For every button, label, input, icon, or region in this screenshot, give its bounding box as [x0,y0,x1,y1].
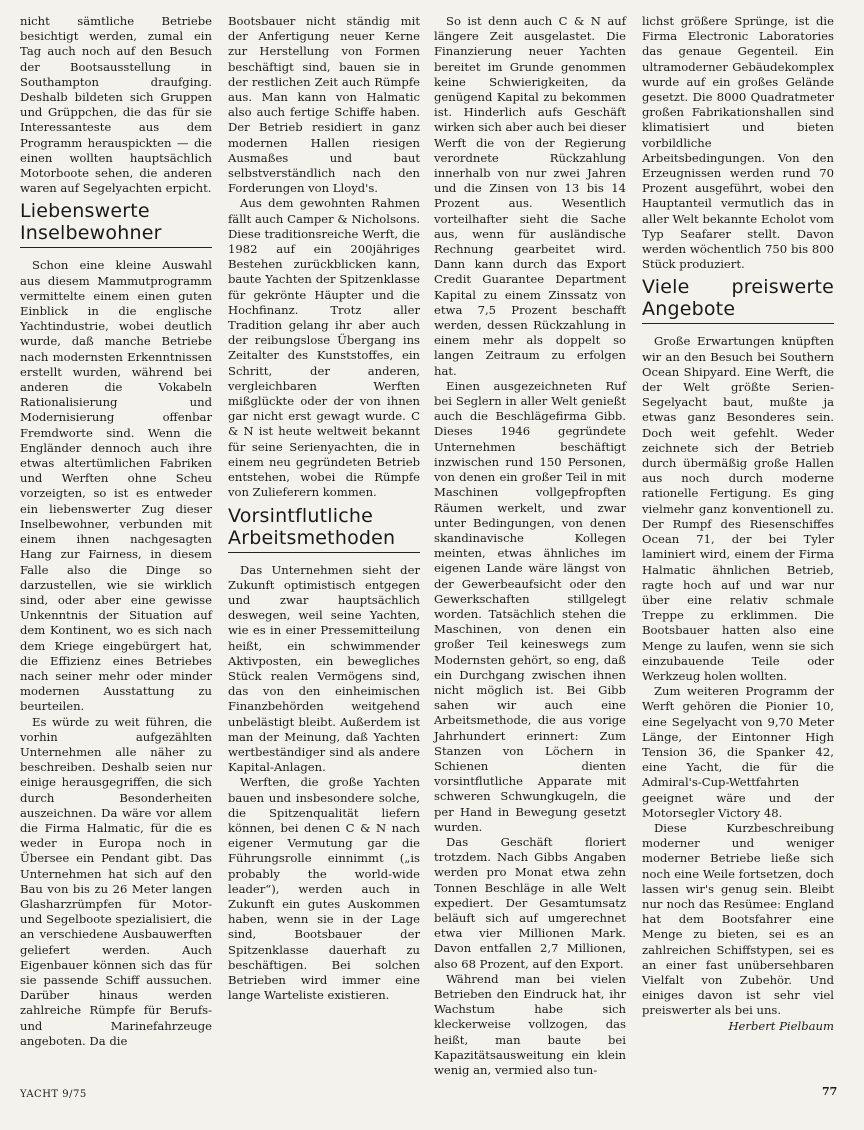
paragraph: Während man bei vielen Betrieben den Eindruck hat, ihr Wachstum habe sich kleckerweise vollzogen, das heißt, man baute bei Kapazitätsausweitung ein klein wenig an, vermied also tun- [434,971,626,1078]
paragraph: Schon eine kleine Auswahl aus diesem Mammutprogramm vermittelte einem einen guten Einblick in die englische Yachtindustrie, wobei deutlich wurde, daß manche Betriebe nach modernsten Erkenntnissen erstellt wurden, während bei anderen die Vokabeln Rationalisierung und Modernisierung offenbar Fremdworte sind. Wenn die Engländer dennoch auch ihre etwas altertümlichen Fabriken und Werften ohne Scheu vorzeigten, so ist es entweder ein liebenswerter Zug dieser Inselbewohner, verbunden mit einem ihnen nachgesagten Hang zur Fairness, in diesem Falle also die Dinge so darzustellen, wie sie wirklich sind, oder aber eine gewisse Unkenntnis der Situation auf dem Kontinent, wo es sich nach dem Kriege eingebürgert hat, die Effizienz eines Betriebes nach seiner mehr oder minder modernen Ausstattung zu beurteilen. [20,258,212,714]
paragraph: lichst größere Sprünge, ist die Firma Electronic Laboratories das genaue Gegenteil. Ein ultramoderner Gebäudekomplex wurde auf ein großes Gelände gesetzt. Die 8000 Quadratmeter großen Fabrikationshallen sind klimatisiert und bieten vorbildliche Arbeitsbedingungen. Von den Erzeugnissen werden rund 70 Prozent ausgeführt, wobei den Hauptanteil vermutlich das in aller Welt bekannte Echolot vom Typ Seafarer stellt. Davon werden wöchentlich 750 bis 800 Stück produziert. [642,14,834,272]
section-heading: Viele preiswerte Angebote [642,276,834,324]
paragraph: nicht sämtliche Betriebe besichtigt werden, zumal ein Tag auch noch auf den Besuch der Bootsausstellung in Southampton draufging. Deshalb bildeten sich Gruppen und Grüppchen, die das für sie Interessanteste aus dem Programm herauspickten — die einen wollten hauptsächlich Motorboote sehen, die anderen waren auf Segelyachten erpicht. [20,14,212,196]
page-number: 77 [822,1085,838,1098]
footer-magazine-issue: YACHT 9/75 [20,1089,87,1100]
paragraph: Einen ausgezeichneten Ruf bei Seglern in aller Welt genießt auch die Beschlägefirma Gibb. Dieses 1946 gegründete Unternehmen beschäftigt inzwischen rund 150 Personen, von denen ein großer Teil in mit Maschinen vollgepfropften Räumen werkelt, und zwar unter Bedingungen, von denen skandinavische Kollegen meinten, etwas ähnliches im eigenen Lande wäre längst von der Gewerbeaufsicht oder den Gewerkschaften stillgelegt worden. Tatsächlich stehen die Maschinen, von denen ein großer Teil keineswegs zum Modernsten gehört, so eng, daß ein Durchgang zwischen ihnen nicht möglich ist. Bei Gibb sahen wir auch eine Arbeitsmethode, die aus vorige Jahrhundert erinnert: Zum Stanzen von Löchern in Schienen dienten vorsintflutliche Apparate mit schweren Schwungkugeln, die per Hand in Bewegung gesetzt wurden. [434,378,626,834]
section-heading: Vorsintflutliche Arbeitsmethoden [228,505,420,553]
paragraph: Werften, die große Yachten bauen und insbesondere solche, die Spitzenqualität liefern können, bei denen C & N nach eigener Vermutung gar die Führungsrolle einnimmt („is probably the world-wide leader“), werden auch in Zukunft ein gutes Auskommen haben, wenn sie in der Lage sind, Bootsbauer der Spitzenklasse dauerhaft zu beschäftigen. Bei solchen Betrieben wird immer eine lange Warteliste existieren. [228,775,420,1003]
paragraph: Es würde zu weit führen, die vorhin aufgezählten Unternehmen alle näher zu beschreiben. Deshalb seien nur einige herausgegriffen, die sich durch Besonderheiten auszeichnen. Da wäre vor allem die Firma Halmatic, für die es weder in Europa noch in Übersee ein Pendant gibt. Das Unternehmen hat sich auf den Bau von bis zu 26 Meter langen Glasharzrümpfen für Motor- und Segelboote spezialisiert, die an verschiedene Ausbauwerften geliefert werden. Auch Eigenbauer können sich das für sie passende Schiff aussuchen. Darüber hinaus werden zahlreiche Rümpfe für Berufs- und Marinefahrzeuge angeboten. Da die [20,714,212,1048]
paragraph: Diese Kurzbeschreibung moderner und weniger moderner Betriebe ließe sich noch eine Weile fortsetzen, doch lassen wir's genug sein. Bleibt nur noch das Resümee: England hat dem Bootsfahrer eine Menge zu bieten, sei es an zahlreichen Schiffstypen, sei es an einer fast unübersehbaren Vielfalt von Zubehör. Und einiges davon ist sehr viel preiswerter als bei uns. [642,820,834,1018]
column-1 [20,14,212,1049]
author-signature: Herbert Pielbaum [728,1018,834,1033]
section-heading: Liebenswerte Inselbewohner [20,200,212,248]
column-3 [434,14,626,1078]
paragraph: Bootsbauer nicht ständig mit der Anfertigung neuer Kerne zur Herstellung von Formen beschäftigt sind, bauen sie in der restlichen Zeit auch Rümpfe aus. Man kann von Halmatic also auch fertige Schiffe haben. Der Betrieb residiert in ganz modernen Hallen riesigen Ausmaßes und baut selbstverständlich nach den Forderungen von Lloyd's. [228,14,420,196]
paragraph: So ist denn auch C & N auf längere Zeit ausgelastet. Die Finanzierung neuer Yachten bereitet im Grunde genommen keine Schwierigkeiten, da genügend Kapital zu bekommen ist. Hinderlich aufs Geschäft wirken sich aber auch bei dieser Werft die von der Regierung verordnete Rückzahlung innerhalb von nur zwei Jahren und die Zinsen von 13 bis 14 Prozent aus. Wesentlich vorteilhafter sieht die Sache aus, wenn für ausländische Rechnung gearbeitet wird. Dann kann durch das Export Credit Guarantee Department Kapital zu einem Zinssatz von etwa 7,5 Prozent beschafft werden, dessen Rückzahlung in einem mehr als doppelt so langen Zeitraum zu erfolgen hat. [434,14,626,378]
paragraph: Aus dem gewohnten Rahmen fällt auch Camper & Nicholsons. Diese traditionsreiche Werft, die 1982 auf ein 200jähriges Bestehen zurückblicken kann, baute Yachten der Spitzenklasse für gekrönte Häupter und die Hochfinanz. Trotz aller Tradition gelang ihr aber auch der reibungslose Übergang ins Zeitalter des Kunststoffes, ein Schritt, der anderen, vergleichbaren Werften mißglückte oder der von ihnen gar nicht erst gewagt wurde. C & N ist heute weltweit bekannt für seine Serienyachten, die in einem neu gegründeten Betrieb entstehen, wobei die Rümpfe von Zulieferern kommen. [228,196,420,500]
paragraph: Zum weiteren Programm der Werft gehören die Pionier 10, eine Segelyacht von 9,70 Meter Länge, der Eintonner High Tension 36, die Spanker 42, eine Yacht, die für die Admiral's-Cup-Wettfahrten geeignet wäre und der Motorsegler Victory 48. [642,684,834,820]
column-2 [228,14,420,1003]
paragraph: Das Unternehmen sieht der Zukunft optimistisch entgegen und zwar hauptsächlich deswegen, weil seine Yachten, wie es in einer Pressemitteilung heißt, ein schwimmender Aktivposten, ein bewegliches Stück realen Vermögens sind, das von den einheimischen Finanzbehörden weitgehend unbelästigt bleibt. Außerdem ist man der Meinung, daß Yachten wertbeständiger sind als andere Kapital-Anlagen. [228,562,420,775]
paragraph: Das Geschäft floriert trotzdem. Nach Gibbs Angaben werden pro Monat etwa zehn Tonnen Beschläge in alle Welt expediert. Der Gesamtumsatz beläuft sich auf umgerechnet etwa vier Millionen Mark. Davon entfallen 2,7 Millionen, also 68 Prozent, auf den Export. [434,834,626,971]
column-4 [642,14,834,1034]
paragraph: Große Erwartungen knüpften wir an den Besuch bei Southern Ocean Shipyard. Eine Werft, die der Welt größte Serien-Segelyacht baut, mußte ja etwas ganz Besonderes sein. Doch weit gefehlt. Weder zeichnete sich der Betrieb durch übermäßig große Hallen aus noch durch moderne rationelle Fertigung. Es ging vielmehr ganz konventionell zu. Der Rumpf des Riesenschiffes Ocean 71, der bei Tyler laminiert wird, einem der Firma Halmatic ähnlichen Betrieb, ragte hoch auf und war nur über eine relativ schmale Treppe zu erklimmen. Die Bootsbauer hatten also eine Menge zu laufen, wenn sie sich einzubauende Teile oder Werkzeug holen wollten. [642,334,834,683]
